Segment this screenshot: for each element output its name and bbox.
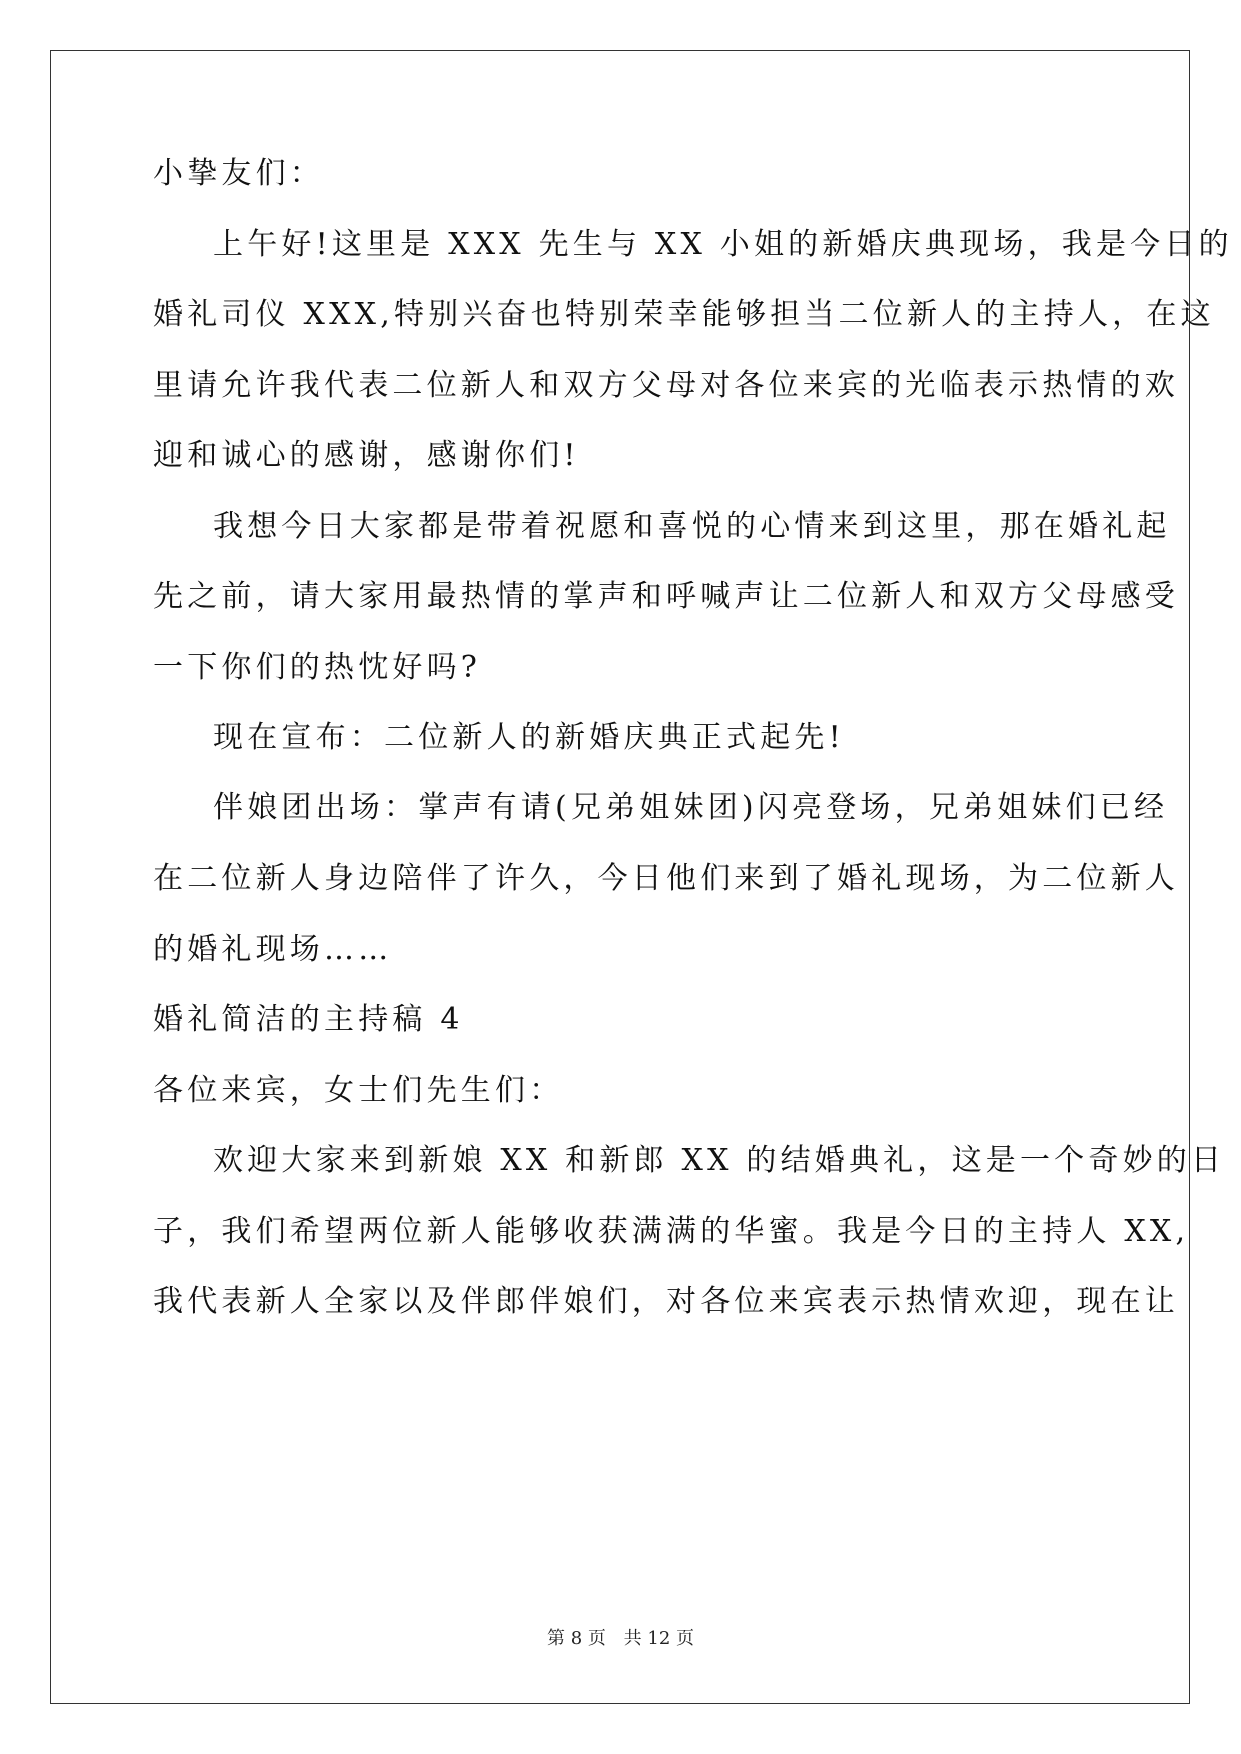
text-line: 婚礼司仪 XXX,特别兴奋也特别荣幸能够担当二位新人的主持人，在这 (153, 297, 1215, 332)
text-line: 各位来宾，女士们先生们： (153, 1073, 564, 1108)
text-line: 子，我们希望两位新人能够收获满满的华蜜。我是今日的主持人 XX, (153, 1214, 1190, 1249)
text-line: 伴娘团出场：掌声有请(兄弟姐妹团)闪亮登场，兄弟姐妹们已经 (213, 790, 1169, 825)
text-line: 我想今日大家都是带着祝愿和喜悦的心情来到这里，那在婚礼起 (213, 509, 1171, 544)
text-line: 上午好!这里是 XXX 先生与 XX 小姐的新婚庆典现场，我是今日的 (213, 227, 1233, 262)
text-line: 现在宣布：二位新人的新婚庆典正式起先! (213, 720, 845, 755)
text-line: 一下你们的热忱好吗? (153, 650, 482, 685)
text-line: 里请允许我代表二位新人和双方父母对各位来宾的光临表示热情的欢 (153, 368, 1179, 403)
text-line: 迎和诚心的感谢，感谢你们! (153, 438, 580, 473)
page-total: 共 12 页 (623, 1628, 694, 1649)
page-footer (0, 1628, 1241, 1650)
page-number: 第 8 页 (547, 1628, 606, 1649)
text-line: 先之前，请大家用最热情的掌声和呼喊声让二位新人和双方父母感受 (153, 579, 1179, 614)
text-line: 小挚友们： (153, 156, 324, 191)
text-line: 在二位新人身边陪伴了许久，今日他们来到了婚礼现场，为二位新人 (153, 861, 1179, 896)
section-heading: 婚礼简洁的主持稿 4 (153, 1002, 464, 1037)
text-line: 的婚礼现场…… (153, 932, 393, 967)
text-line: 我代表新人全家以及伴郎伴娘们，对各位来宾表示热情欢迎，现在让 (153, 1284, 1179, 1319)
text-line: 欢迎大家来到新娘 XX 和新郎 XX 的结婚典礼，这是一个奇妙的日 (213, 1143, 1226, 1178)
